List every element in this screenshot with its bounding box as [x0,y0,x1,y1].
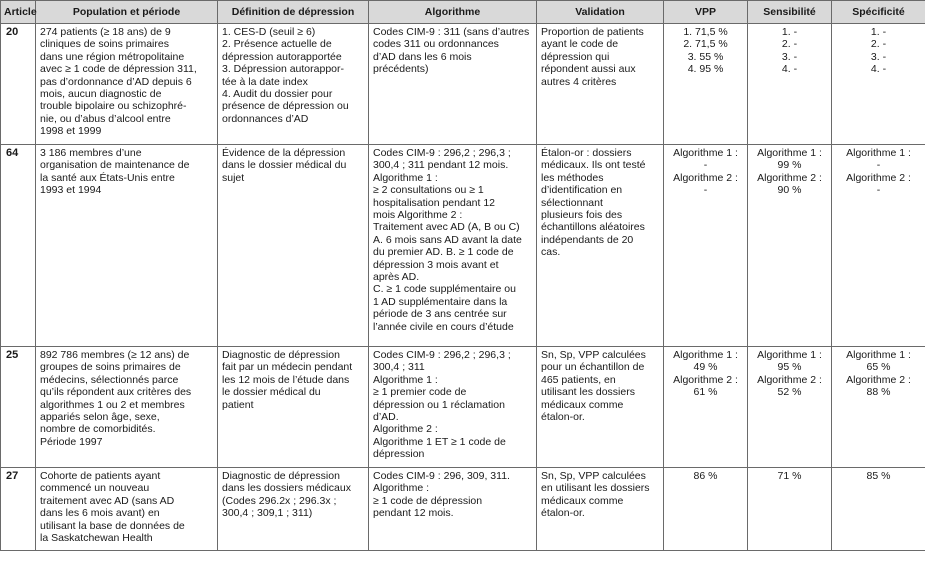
cell-line: dans les 6 mois avant) en [40,507,160,520]
cell-line: dépression qui [541,50,610,63]
validation-cell [537,468,664,551]
cell-line: 465 patients, en [541,373,616,386]
article-cell: 27 [1,468,36,551]
definition-cell [218,347,369,468]
sensitivity-cell [748,24,832,145]
cell-line: pendant 12 mois. [373,507,454,520]
cell-line: dépression [373,448,425,461]
cell-line: C. ≥ 1 code supplémentaire ou [373,283,516,296]
cell-line: cliniques de soins primaires [40,38,169,51]
cell-line: dans les dossiers médicaux [222,482,351,495]
specificity-cell [832,24,925,145]
cell-line: Diagnostic de dépression [222,470,340,482]
cell-line: période de 3 ans centrée sur [373,308,507,321]
cell-line: codes 311 ou ordonnances [373,38,499,51]
cell-line: mois, aucun diagnostic de [40,88,162,101]
cell-line: présence de dépression ou [222,100,349,113]
cell-line: Algorithme : [373,482,430,495]
cell-line: 300,4 ; 309,1 ; 311) [222,507,313,520]
cell-line: utilisant les dossiers [541,386,635,399]
cell-line: 52 % [777,386,802,399]
cell-line: 88 % [866,386,891,399]
cell-line: 2. - [870,38,887,51]
cell-line: ≥ 1 premier code de [373,386,467,399]
cell-line: 3 186 membres d’une [40,147,142,159]
cell-line: indépendants de 20 [541,233,634,246]
cell-line: médecins, sélectionnés parce [40,373,179,386]
table-row [1,145,925,347]
algorithm-cell [369,145,537,347]
cell-line: autres 4 critères [541,75,617,88]
cell-line: répondent aussi aux [541,63,636,76]
cell-line: traitement avec AD (sans AD [40,494,175,507]
algorithm-cell [369,347,537,468]
cell-line: utilisant la base de données de [40,519,185,532]
cell-line: patient [222,398,254,411]
specificity-cell [832,468,925,551]
cell-line: 71 % [777,470,802,482]
cell-line: en utilisant les dossiers [541,482,650,495]
cell-line: Codes CIM-9 : 296,2 ; 296,3 ; [373,349,511,361]
cell-line: sélectionnant [541,196,603,209]
cell-line: 2. Présence actuelle de [222,38,332,51]
vpp-cell [664,24,748,145]
cell-line: 4. - [870,63,887,76]
cell-line: Algorithme 2 : [846,171,911,184]
cell-line: pour un échantillon de [541,361,645,374]
cell-line: 1. 71,5 % [683,26,728,38]
cell-line: 1998 et 1999 [40,125,102,138]
cell-line: Période 1997 [40,435,103,448]
cell-line: 86 % [693,470,718,482]
cell-line: hospitalisation pendant 12 [373,196,496,209]
cell-line: 85 % [866,470,891,482]
cell-line: médicaux comme [541,494,624,507]
cell-line: l’année civile en cours d’étude [373,320,514,333]
cell-line: 300,4 ; 311 pendant 12 mois. [373,159,509,172]
cell-line: 1. CES-D (seuil ≥ 6) [222,26,316,38]
sensitivity-cell [748,468,832,551]
cell-line: 1. - [870,26,887,38]
cell-line: ≥ 1 code de dépression [373,494,483,507]
cell-line: Diagnostic de dépression [222,349,340,361]
validation-cell [537,145,664,347]
cell-line: groupes de soins primaires de [40,361,181,374]
cell-line: Algorithme 2 : [673,373,738,386]
table-row [1,468,925,551]
cell-line: commencé un nouveau [40,482,150,495]
cell-line: 2. 71,5 % [683,38,728,51]
cell-line: d’AD dans les 6 mois [373,50,472,63]
cell-line: 1 AD supplémentaire dans la [373,295,508,308]
cell-line: 3. Dépression autorappor- [222,63,344,76]
cell-line: 892 786 membres (≥ 12 ans) de [40,349,190,361]
population-cell [36,145,218,347]
cell-line: sujet [222,171,245,184]
definition-cell [218,145,369,347]
article-cell: 64 [1,145,36,347]
cell-line: ayant le code de [541,38,619,51]
specificity-cell [832,145,925,347]
cell-line: cas. [541,246,561,259]
cell-line: ordonnances d’AD [222,112,309,125]
definition-cell [218,24,369,145]
cell-line: médicaux. Ils ont testé [541,159,646,172]
cell-line: Étalon-or : dossiers [541,147,632,159]
cell-line: plusieurs fois des [541,209,623,222]
vpp-cell [664,347,748,468]
cell-line: échantillons aléatoires [541,221,645,234]
population-cell [36,468,218,551]
cell-line: 99 % [777,159,802,172]
cell-line: 4. Audit du dossier pour [222,88,333,101]
cell-line: la Saskatchewan Health [40,532,153,545]
article-cell: 25 [1,347,36,468]
cell-line: Algorithme 2 : [757,373,822,386]
cell-line: ≥ 2 consultations ou ≥ 1 [373,184,484,197]
vpp-cell [664,145,748,347]
cell-line: 95 % [777,361,802,374]
specificity-cell [832,347,925,468]
cell-line: Algorithme 1 : [757,147,822,159]
cell-line: - [703,159,708,172]
cell-line: 2. - [781,38,798,51]
cell-line: Algorithme 1 : [673,147,738,159]
cell-line: la santé aux États-Unis entre [40,171,175,184]
algorithm-cell [369,468,537,551]
cell-line: fait par un médecin pendant [222,361,353,374]
cell-line: étalon-or. [541,507,585,520]
definition-cell [218,468,369,551]
cell-line: Sn, Sp, VPP calculées [541,349,646,361]
cell-line: Codes CIM-9 : 296,2 ; 296,3 ; [373,147,511,159]
cell-line: précédents) [373,63,429,76]
cell-line: 1. - [781,26,798,38]
cell-line: - [876,184,881,197]
cell-line: Algorithme 1 : [673,349,738,361]
algorithm-cell [369,24,537,145]
cell-line: tée à la date index [222,75,308,88]
cell-line: Traitement avec AD (A, B ou C) [373,221,520,234]
cell-line: appariés selon âge, sexe, [40,411,160,424]
table-row [1,24,925,145]
cell-line: 4. - [781,63,798,76]
article-cell: 20 [1,24,36,145]
cell-line: d’identification en [541,184,623,197]
cell-line: les méthodes [541,171,604,184]
cell-line: dans le dossier médical du [222,159,347,172]
cell-line: Algorithme 1 : [846,147,911,159]
header-sensitivity: Sensibilité [748,1,832,24]
validation-cell [537,347,664,468]
header-specificity: Spécificité [832,1,925,24]
population-cell [36,347,218,468]
cell-line: 1993 et 1994 [40,184,102,197]
cell-line: les 12 mois de l’étude dans [222,373,350,386]
sensitivity-cell [748,145,832,347]
table-row [1,347,925,468]
cell-line: médicaux comme [541,398,624,411]
header-vpp: VPP [664,1,748,24]
cell-line: nie, ou d’abus d’alcool entre [40,112,171,125]
cell-line: dépression ou 1 réclamation [373,398,505,411]
cell-line: 49 % [693,361,718,374]
header-definition: Définition de dépression [218,1,369,24]
cell-line: Proportion de patients [541,26,644,38]
cell-line: 90 % [777,184,802,197]
cell-line: 3. - [870,50,887,63]
cell-line: 3. - [781,50,798,63]
cell-line: Algorithme 2 : [846,373,911,386]
cell-line: 65 % [866,361,891,374]
cell-line: le dossier médical du [222,386,321,399]
cell-line: Codes CIM-9 : 296, 309, 311. [373,470,510,482]
cell-line: après AD. [373,271,420,284]
cell-line: Algorithme 1 : [373,373,438,386]
header-population: Population et période [36,1,218,24]
cell-line: d’AD. [373,411,399,424]
cell-line: Algorithme 2 : [373,423,438,436]
validation-cell [537,24,664,145]
cell-line: (Codes 296.2x ; 296.3x ; [222,494,337,507]
cell-line: qu’ils répondent aux critères des [40,386,192,399]
header-algorithm: Algorithme [369,1,537,24]
cell-line: A. 6 mois sans AD avant la date [373,233,522,246]
cell-line: dépression 3 mois avant et [373,258,499,271]
cell-line: dans une région métropolitaine [40,50,185,63]
sensitivity-cell [748,347,832,468]
cell-line: Algorithme 2 : [757,171,822,184]
header-row [1,1,925,24]
cell-line: Algorithme 1 : [757,349,822,361]
cell-line: mois Algorithme 2 : [373,209,463,222]
cell-line: 61 % [693,386,718,399]
cell-line: avec ≥ 1 code de dépression 311, [40,63,197,76]
cell-line: Sn, Sp, VPP calculées [541,470,646,482]
vpp-cell [664,468,748,551]
cell-line: Algorithme 1 : [846,349,911,361]
cell-line: trouble bipolaire ou schizophré- [40,100,187,113]
population-cell [36,24,218,145]
cell-line: - [876,159,881,172]
cell-line: pas d’ordonnance d’AD depuis 6 [40,75,192,88]
cell-line: - [703,184,708,197]
header-article: Article [1,1,36,24]
cell-line: nombre de comorbidités. [40,423,156,436]
cell-line: 3. 55 % [687,50,724,63]
cell-line: Algorithme 1 ET ≥ 1 code de [373,435,506,448]
cell-line: Codes CIM-9 : 311 (sans d’autres [373,26,530,38]
cell-line: du premier AD. B. ≥ 1 code de [373,246,514,259]
cell-line: étalon-or. [541,411,585,424]
header-validation: Validation [537,1,664,24]
cell-line: Cohorte de patients ayant [40,470,161,482]
cell-line: algorithmes 1 ou 2 et membres [40,398,185,411]
cell-line: Algorithme 1 : [373,171,438,184]
cell-line: dépression autorapportée [222,50,342,63]
cell-line: 274 patients (≥ 18 ans) de 9 [40,26,171,38]
cell-line: 4. 95 % [687,63,724,76]
cell-line: organisation de maintenance de [40,159,190,172]
cell-line: Algorithme 2 : [673,171,738,184]
cell-line: 300,4 ; 311 [373,361,425,374]
cell-line: Évidence de la dépression [222,147,346,159]
